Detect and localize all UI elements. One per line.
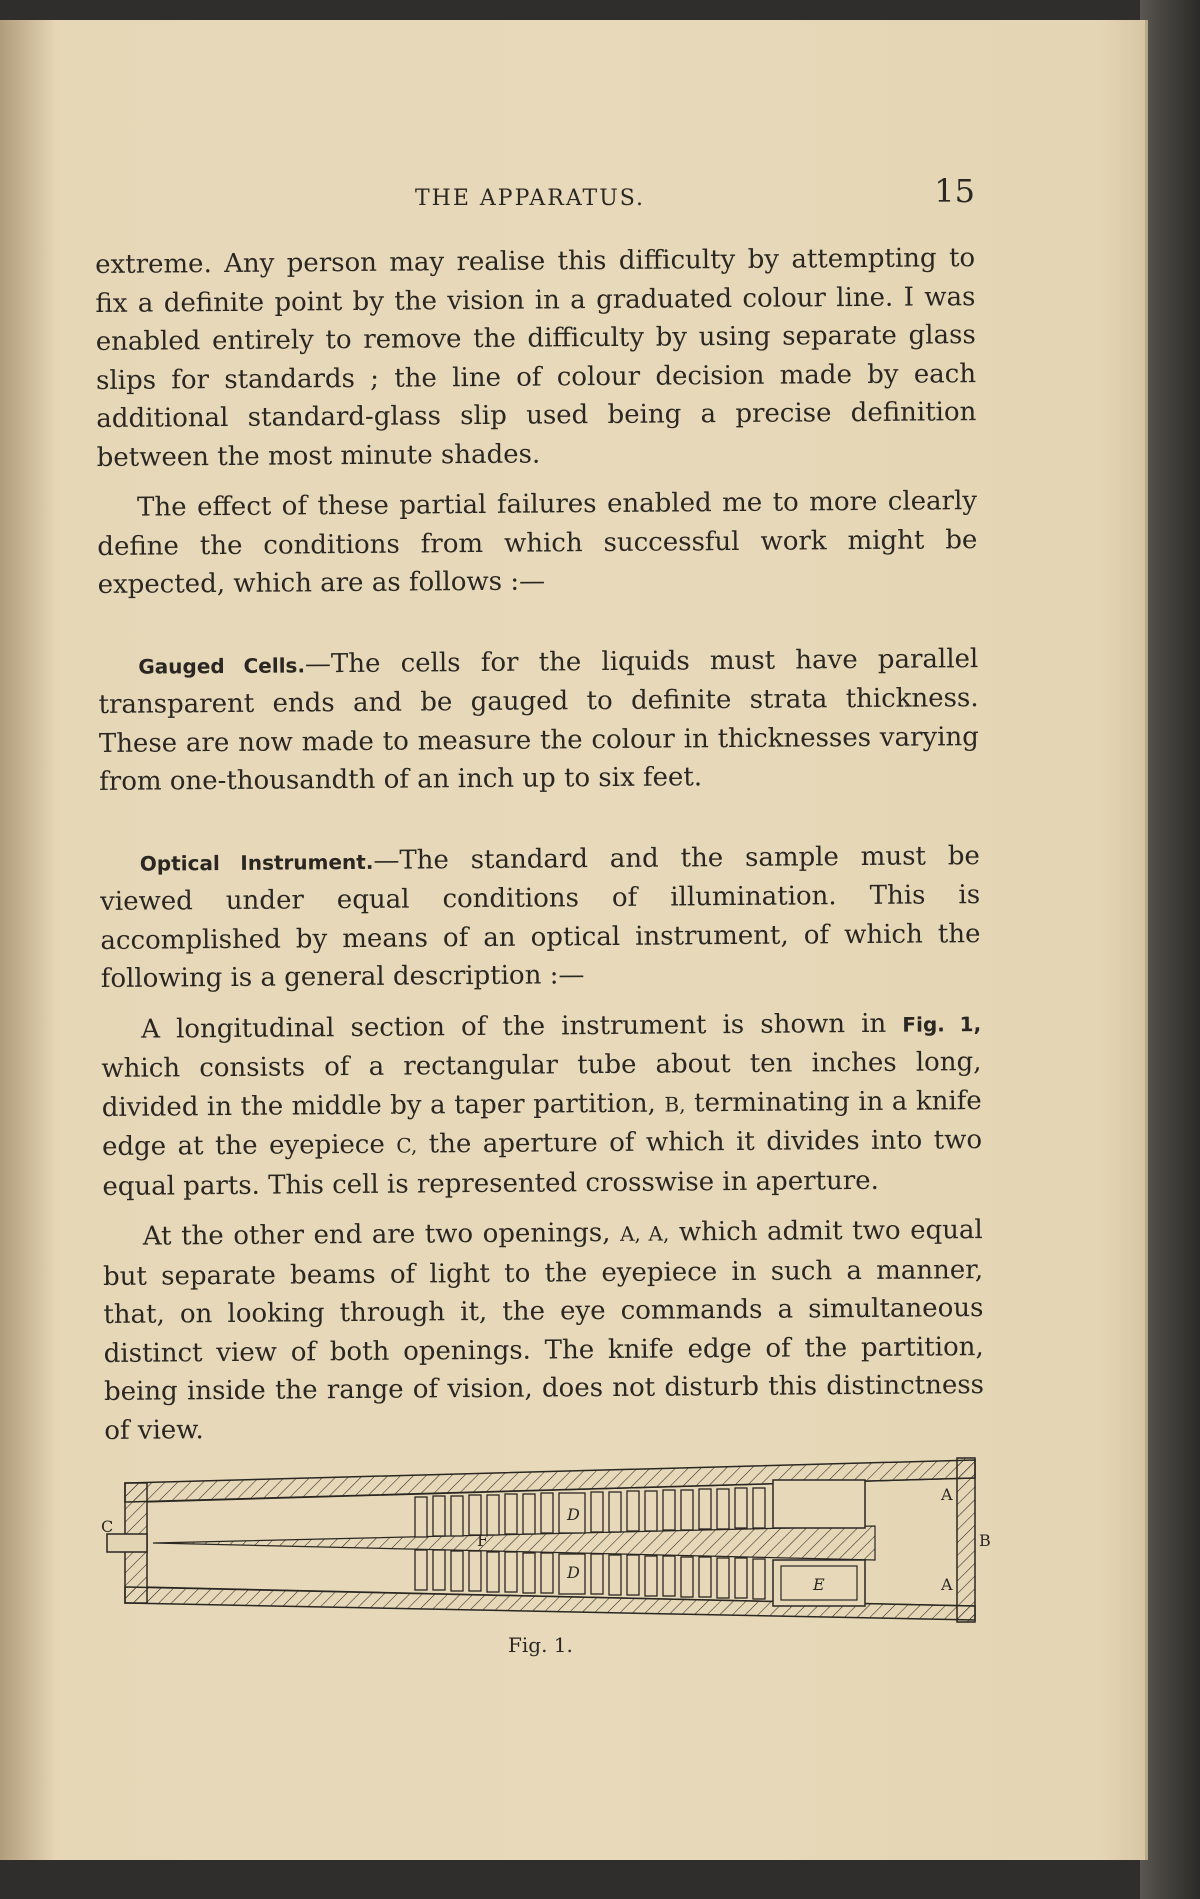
- label-d-top: D: [567, 1505, 580, 1524]
- label-c: C: [101, 1517, 114, 1536]
- page-gutter-shadow: [0, 20, 55, 1860]
- text-run: terminating in a knife edge at the eyepiece: [101, 1085, 982, 1162]
- optical-instrument-text: —The standard and the sample must be viewed under equal conditions of illumination. This is accomplished by means of an optical instrument, of which the following is a general description :—: [100, 840, 981, 994]
- letter-reference-a: A, A,: [619, 1221, 670, 1246]
- body-text: [95, 239, 985, 1462]
- label-a-bottom: A: [941, 1575, 953, 1594]
- paragraph-optical-instrument: [100, 837, 981, 999]
- section-heading-gauged-cells: Gauged Cells.: [138, 652, 306, 679]
- letter-reference-b: B,: [664, 1091, 686, 1117]
- paragraph-openings: [103, 1211, 985, 1450]
- opening-upper: [773, 1480, 865, 1528]
- text-run: which admit two equal but separate beams of light to the eyepiece in such a manner, that, on looking through it, the eye commands a simultaneous distinct view of both openings. The knife edge of the partition, being inside the range of vision, does not disturb this distinctness of view.: [102, 1215, 985, 1446]
- text-run: At the other end are two openings,: [142, 1217, 621, 1252]
- paragraph-1: extreme. Any person may realise this difficulty by attempting to fix a definite point by the vision in a graduated colour line. I was enabled entirely to remove the difficulty by using separate glass slips for standards ; the line of colour decision made by each additional standard-glass slip used being a precise definition between the most minute shades.: [95, 243, 977, 473]
- label-f: F: [477, 1531, 489, 1550]
- paragraph-longitudinal-section: [101, 1004, 983, 1206]
- running-title: THE APPARATUS.: [415, 186, 646, 211]
- lower-cells: [415, 1550, 765, 1599]
- label-d-bottom: D: [567, 1563, 580, 1582]
- page-number: 15: [934, 172, 975, 210]
- label-e: E: [813, 1575, 825, 1594]
- instrument-diagram: [101, 1440, 995, 1625]
- gauged-cells-text: —The cells for the liquids must have parallel transparent ends and be gauged to definite strata thickness. These are now made to measure the colour in thicknesses varying from one-thousandth of an inch up to six feet.: [98, 643, 979, 797]
- figure-reference: Fig. 1,: [902, 1011, 982, 1037]
- paragraph-2: The effect of these partial failures enabled me to more clearly define the conditions from which successful work might be expected, which are as follows :—: [97, 486, 978, 600]
- figure-caption: Fig. 1.: [508, 1633, 573, 1657]
- running-header: [90, 172, 975, 222]
- eyepiece-c: [107, 1534, 147, 1552]
- letter-reference-c: C,: [396, 1133, 418, 1158]
- text-run: which consists of a rectangular tube about ten inches long, divided in the middle by a taper partition,: [101, 1047, 982, 1123]
- paragraph-gauged-cells: [98, 640, 979, 802]
- text-run: the aperture of which it divides into two equal parts. This cell is represented crosswise in aperture.: [102, 1125, 983, 1202]
- book-board-edge: [1140, 0, 1200, 1899]
- label-b: B: [979, 1531, 991, 1550]
- section-heading-optical-instrument: Optical Instrument.: [139, 849, 374, 876]
- text-run: A longitudinal section of the instrument is shown in: [141, 1008, 903, 1045]
- label-a-top: A: [941, 1485, 953, 1504]
- end-cap: [957, 1458, 975, 1622]
- figure-1-instrument-section: [101, 1440, 995, 1625]
